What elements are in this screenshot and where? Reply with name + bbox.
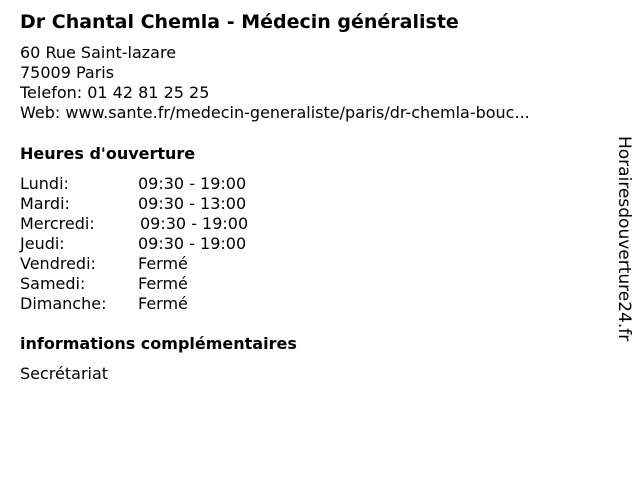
hours-day: Dimanche: <box>20 294 107 313</box>
street-address: 60 Rue Saint-lazare <box>20 43 177 62</box>
additional-info-heading: informations complémentaires <box>20 334 297 353</box>
hours-day: Mardi: <box>20 194 70 213</box>
additional-info-text: Secrétariat <box>20 364 109 383</box>
hours-heading: Heures d'ouverture <box>20 144 196 163</box>
hours-time: Fermé <box>138 294 188 313</box>
page-title: Dr Chantal Chemla - Médecin généraliste <box>20 11 459 33</box>
hours-day: Lundi: <box>20 174 69 193</box>
hours-day: Mercredi: <box>20 214 95 233</box>
address-block <box>20 43 530 123</box>
hours-day: Vendredi: <box>20 254 96 273</box>
hours-day: Jeudi: <box>20 234 65 253</box>
hours-day: Samedi: <box>20 274 86 293</box>
hours-time: 09:30 - 19:00 <box>138 234 247 253</box>
phone-number: Telefon: 01 42 81 25 25 <box>20 83 210 102</box>
website-link[interactable]: Web: www.sante.fr/medecin-generaliste/paris/dr-chemla-bouc... <box>20 103 530 122</box>
hours-time: Fermé <box>138 254 188 273</box>
city-postal: 75009 Paris <box>20 63 115 82</box>
hours-time: 09:30 - 19:00 <box>138 174 247 193</box>
hours-time: Fermé <box>138 274 188 293</box>
hours-time: 09:30 - 19:00 <box>140 214 249 233</box>
hours-time: 09:30 - 13:00 <box>138 194 247 213</box>
site-brand-label[interactable]: Horairesdouverture24.fr <box>614 136 634 342</box>
